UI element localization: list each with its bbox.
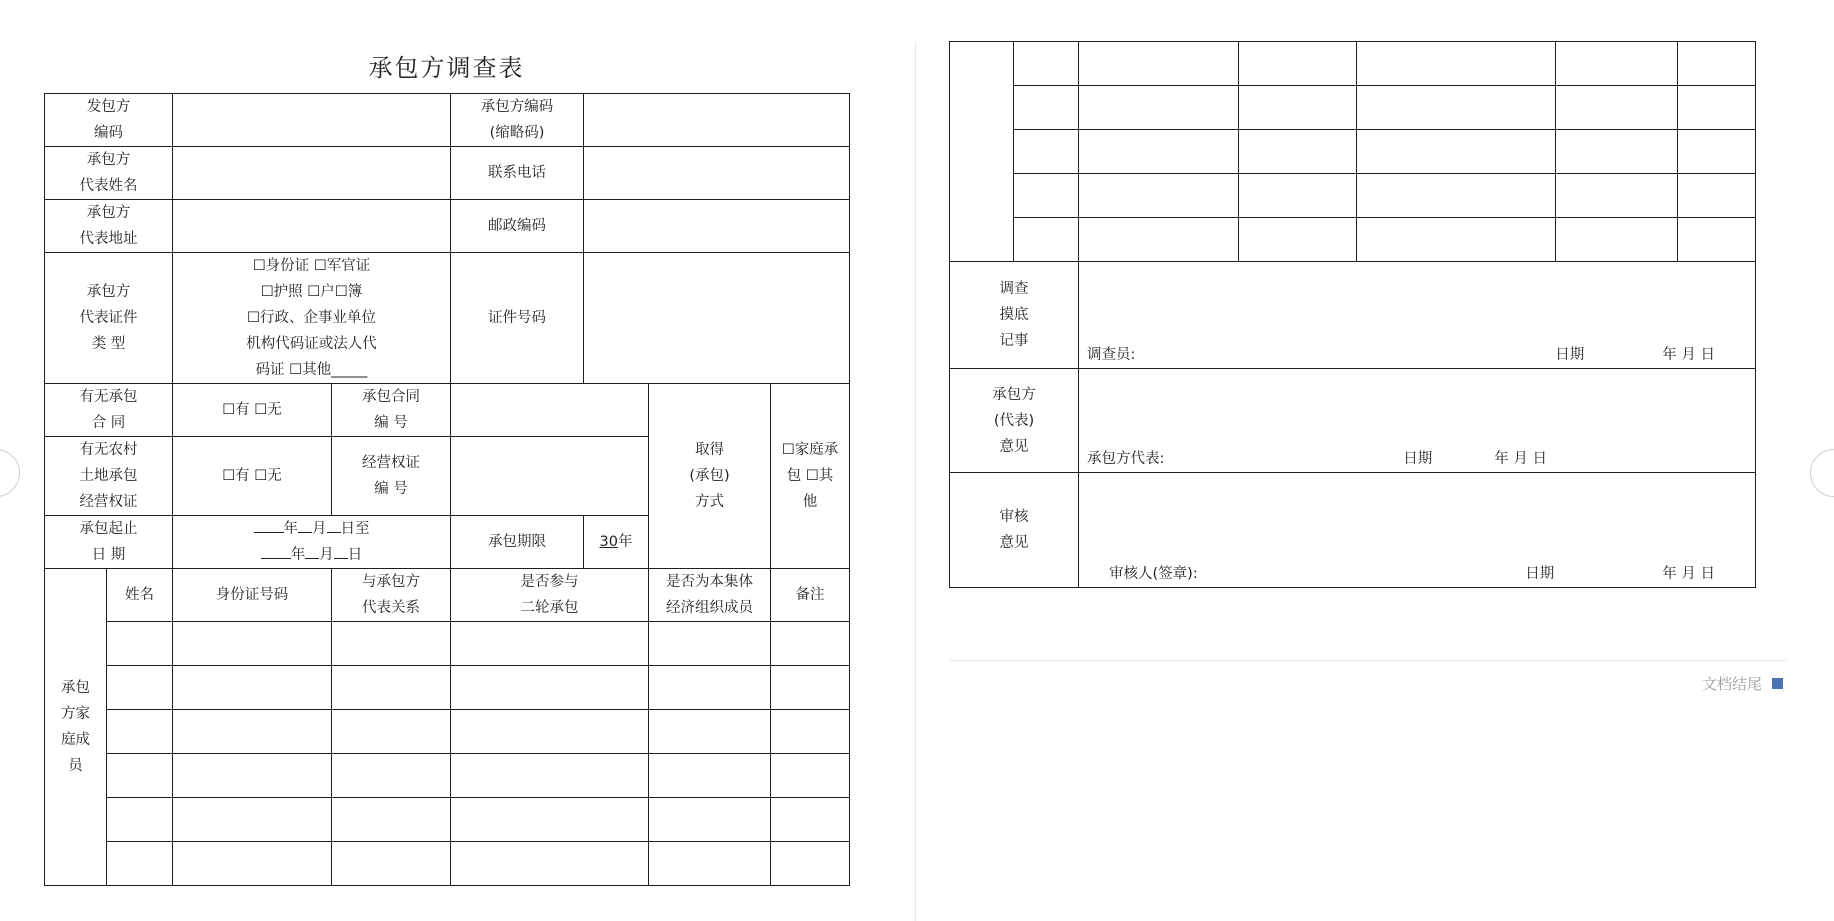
has-cert-label: 有无农村 土地承包 经营权证 — [45, 437, 173, 516]
has-contract-label: 有无承包 合 同 — [45, 384, 173, 437]
page-divider — [915, 42, 916, 921]
rep-address-label: 承包方 代表地址 — [45, 200, 173, 253]
contractor-code-field[interactable] — [584, 94, 850, 147]
review-date-ymd: 年 月 日 — [1662, 566, 1715, 582]
member-row — [950, 174, 1756, 218]
acquire-method-options[interactable]: ☐家庭承 包 ☐其 他 — [771, 384, 850, 569]
opinion-date-ymd: 年 月 日 — [1494, 451, 1547, 467]
member-row — [950, 218, 1756, 262]
members-label-continued — [950, 42, 1014, 262]
document-end-rule — [950, 660, 1787, 661]
issuer-code-field[interactable] — [173, 94, 451, 147]
has-cert-options[interactable]: ☐有 ☐无 — [173, 437, 332, 516]
member-row — [45, 798, 850, 842]
opinion-date-label: 日期 — [1403, 451, 1433, 467]
review-opinion-field[interactable] — [1079, 473, 1756, 588]
id-number-field[interactable] — [584, 253, 850, 384]
acquire-method-label: 取得 (承包) 方式 — [649, 384, 771, 569]
member-row — [45, 666, 850, 710]
next-page-arrow[interactable] — [1810, 449, 1834, 497]
period-label: 承包起止 日 期 — [45, 516, 173, 569]
review-opinion-label: 审核 意见 — [950, 473, 1079, 588]
surveyor-label: 调查员: — [1087, 347, 1136, 363]
has-contract-options[interactable]: ☐有 ☐无 — [173, 384, 332, 437]
col-second-round-header: 是否参与 二轮承包 — [451, 569, 649, 622]
postcode-label: 邮政编码 — [451, 200, 584, 253]
phone-label: 联系电话 — [451, 147, 584, 200]
postcode-field[interactable] — [584, 200, 850, 253]
survey-notes-label: 调查 摸底 记事 — [950, 262, 1079, 369]
contractor-opinion-field[interactable] — [1079, 369, 1756, 473]
prev-page-arrow[interactable] — [0, 449, 20, 497]
id-type-label: 承包方 代表证件 类 型 — [45, 253, 173, 384]
document-end-label: 文档结尾 — [1702, 675, 1763, 693]
member-row — [950, 130, 1756, 174]
cert-no-field[interactable] — [451, 437, 649, 516]
member-row — [950, 86, 1756, 130]
col-remark-header: 备注 — [771, 569, 850, 622]
id-number-label: 证件号码 — [451, 253, 584, 384]
member-row — [45, 622, 850, 666]
reviewer-label: 审核人(签章): — [1109, 566, 1198, 582]
col-name-header: 姓名 — [107, 569, 173, 622]
cert-no-label: 经营权证 编 号 — [332, 437, 451, 516]
members-label: 承包 方家 庭成 员 — [45, 569, 107, 886]
col-relation-header: 与承包方 代表关系 — [332, 569, 451, 622]
document-end-marker — [1702, 673, 1783, 694]
end-square-icon — [1772, 678, 1783, 689]
col-id-header: 身份证号码 — [173, 569, 332, 622]
survey-date-ymd: 年 月 日 — [1662, 347, 1715, 363]
member-row — [45, 710, 850, 754]
contract-no-label: 承包合同 编 号 — [332, 384, 451, 437]
issuer-code-label: 发包方 编码 — [45, 94, 173, 147]
survey-notes-field[interactable] — [1079, 262, 1756, 369]
member-row — [950, 42, 1756, 86]
col-collective-header: 是否为本集体 经济组织成员 — [649, 569, 771, 622]
contractor-survey-table — [44, 93, 850, 886]
document-title: 承包方调查表 — [368, 54, 525, 82]
term-value[interactable]: 30年 — [584, 516, 649, 569]
contractor-code-label: 承包方编码 (缩略码) — [451, 94, 584, 147]
review-date-label: 日期 — [1525, 566, 1555, 582]
contractor-rep-label: 承包方代表: — [1087, 451, 1165, 467]
survey-date-label: 日期 — [1555, 347, 1585, 363]
id-type-options[interactable]: ☐身份证 ☐军官证 ☐护照 ☐户☐簿 ☐行政、企事业单位 机构代码证或法人代 码证 ☐其他_____ — [173, 253, 451, 384]
contract-no-field[interactable] — [451, 384, 649, 437]
rep-name-field[interactable] — [173, 147, 451, 200]
contractor-opinion-label: 承包方 (代表) 意见 — [950, 369, 1079, 473]
term-label: 承包期限 — [451, 516, 584, 569]
member-row — [45, 754, 850, 798]
rep-name-label: 承包方 代表姓名 — [45, 147, 173, 200]
rep-address-field[interactable] — [173, 200, 451, 253]
period-dates[interactable]: 年 月 日至 年 月 日 — [173, 516, 451, 569]
member-row — [45, 842, 850, 886]
survey-continuation-table — [949, 41, 1756, 588]
phone-field[interactable] — [584, 147, 850, 200]
